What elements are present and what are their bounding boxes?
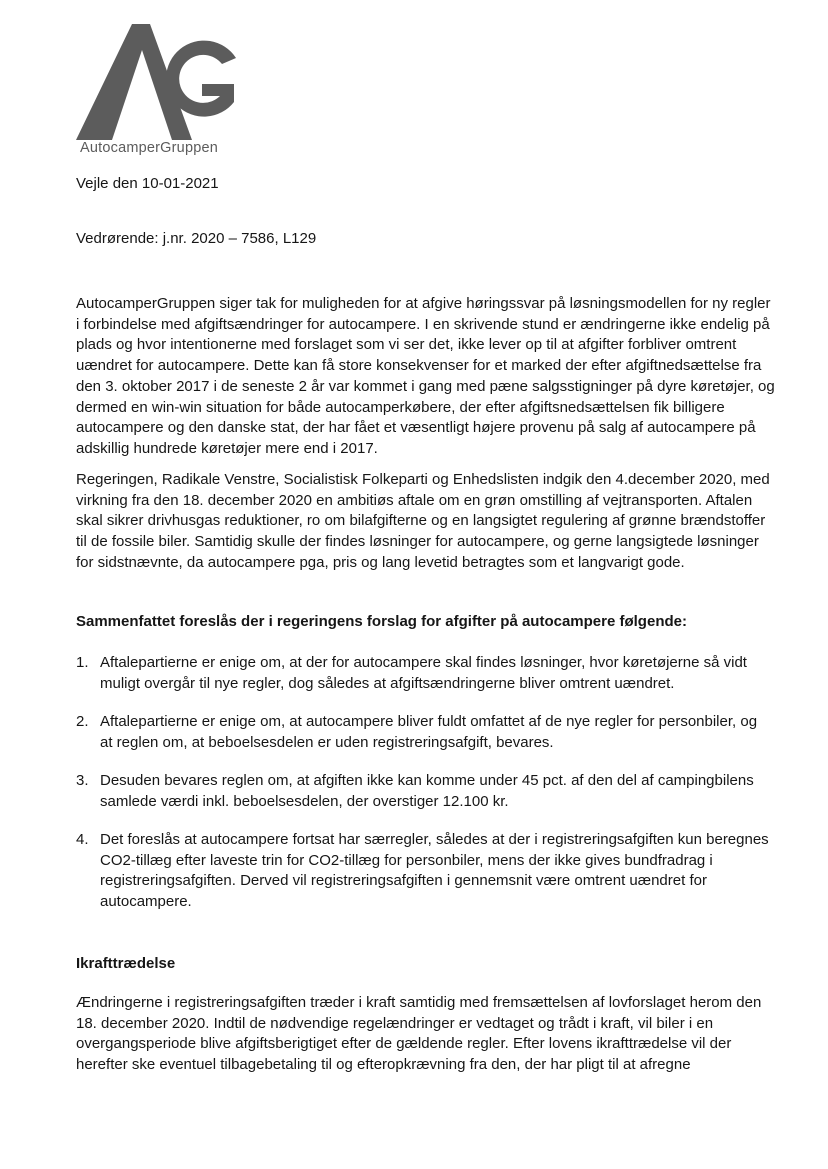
list-item-text: Aftalepartierne er enige om, at der for autocampere skal findes løsninger, hvor køretøjerne så vidt muligt overgår til nye regler, dog således at afgiftsændringerne bliver omtrent uændret. <box>100 654 747 692</box>
effective-heading: Ikrafttrædelse <box>76 955 176 972</box>
agreement-paragraph: Regeringen, Radikale Venstre, Socialistisk Folkeparti og Enhedslisten indgik den 4.december 2020, med virkning fra den 18. december 2020 en ambitiøs aftale om en grøn omstilling af vejtransporten. Aftalen skal sikrer drivhusgas reduktioner, ro om bilafgifterne og en langsigtet regulering af grønne brændstoffer til de fossile biler. Samtidig skulle der findes løsninger for autocampere, og gerne langsigtede løsninger for sidstnævnte, da autocampere pga, pris og lang levetid betragtes som et langvarigt gode. <box>76 471 770 571</box>
list-item-number: 3. <box>76 772 89 789</box>
intro-paragraph: AutocamperGruppen siger tak for muligheden for at afgive høringssvar på løsningsmodellen for ny regler i forbindelse med afgiftsændringer for autocampere. I en skrivende stund er ændringerne ikke endelig på plads og hvor intentionerne med forslaget som vi ser det, ikke lever op til at afgifter forbliver omtrent uændret for autocampere. Dette kan få store konsekvenser for et marked der efter afgiftnedsættelse fra den 3. oktober 2017 i de seneste 2 år var kommet i gang med pæne salgsstigninger på dyre køretøjer, og dermed en win-win situation for både autocamperkøbere, der efter afgiftsnedsættelsen fik billigere autocampere og den danske stat, der har fået et væsentligt højere provenu på salg af autocampere på adskillig hundrede køretøjer mere end i 2017. <box>76 295 775 457</box>
list-item-number: 1. <box>76 654 89 671</box>
summary-heading: Sammenfattet foreslås der i regeringens forslag for afgifter på autocampere følgende: <box>76 613 687 630</box>
list-item-text: Desuden bevares reglen om, at afgiften ikke kan komme under 45 pct. af den del af campingbilens samlede værdi inkl. beboelsesdelen, der overstiger 12.100 kr. <box>100 772 754 810</box>
list-item-number: 4. <box>76 831 89 848</box>
ag-monogram-icon <box>76 22 246 142</box>
date-line: Vejle den 10-01-2021 <box>76 175 219 192</box>
list-item-text: Det foreslås at autocampere fortsat har særregler, således at der i registreringsafgiften kun beregnes CO2-tillæg efter laveste trin for CO2-tillæg for personbiler, mens der ikke gives bundfradrag i registreringsafgiften. Derved vil registreringsafgiften i gennemsnit være omtrent uændret for autocampere. <box>100 831 769 911</box>
list-item-number: 2. <box>76 713 89 730</box>
company-logo <box>76 22 246 162</box>
list-item-text: Aftalepartierne er enige om, at autocampere bliver fuldt omfattet af de nye regler for personbiler, og at reglen om, at beboelsesdelen er uden registreringsafgift, bevares. <box>100 713 758 751</box>
reference-line: Vedrørende: j.nr. 2020 – 7586, L129 <box>76 230 317 247</box>
logo-wordmark: AutocamperGruppen <box>80 140 219 156</box>
effective-paragraph: Ændringerne i registreringsafgiften træder i kraft samtidig med fremsættelsen af lovforslaget herom den 18. december 2020. Indtil de nødvendige regelændringer er vedtaget og trådt i kraft, vil biler i en overgangsperiode blive afgiftsberigtiget efter de gældende regler. Efter lovens ikrafttrædelse vil der herefter ske eventuel tilbagebetaling til og efteropkrævning fra den, der har pligt til at afregne <box>76 994 762 1074</box>
